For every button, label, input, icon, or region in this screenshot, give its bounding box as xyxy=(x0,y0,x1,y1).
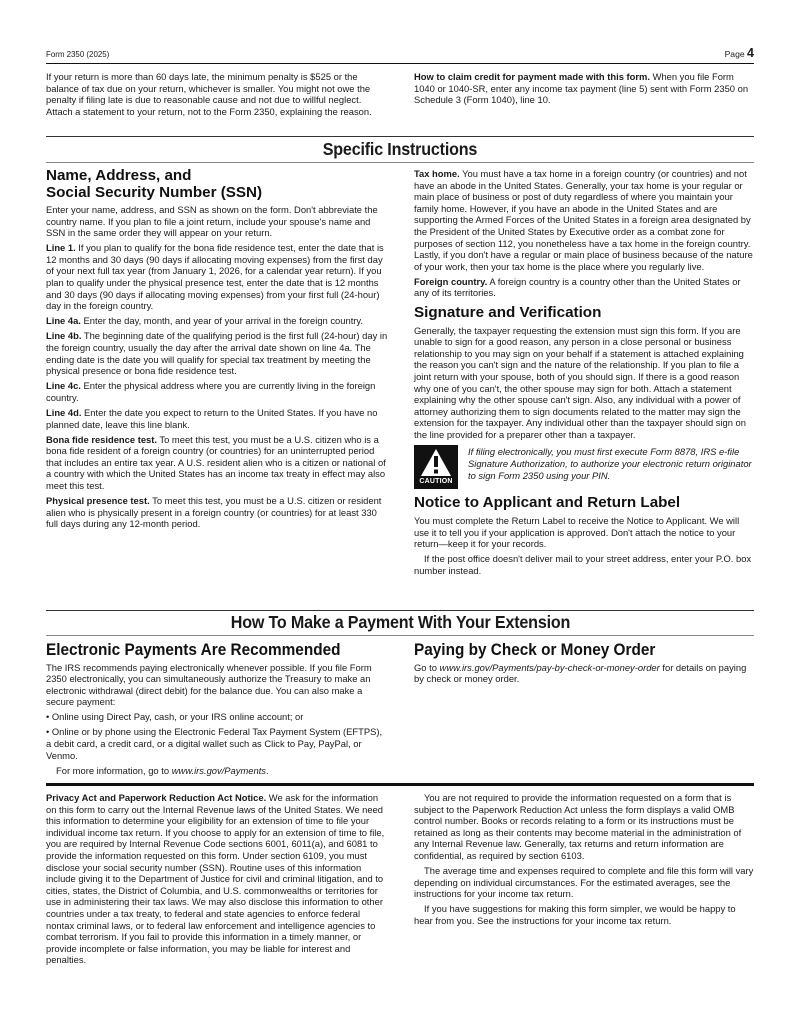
line4d-paragraph xyxy=(46,407,388,430)
line4d-text: Enter the date you expect to return to the United States. If you have no planned date, leave this line blank. xyxy=(46,407,378,430)
page-label: Page xyxy=(724,49,745,59)
more-info-prefix: For more information, go to xyxy=(56,764,172,776)
name-address-heading xyxy=(46,168,388,201)
name-address-heading-line2: Social Security Number (SSN) xyxy=(46,183,263,201)
claim-credit-paragraph xyxy=(414,71,754,106)
line1-paragraph xyxy=(46,242,388,312)
tax-home-paragraph xyxy=(414,168,754,272)
tax-home-text: You must have a tax home in a foreign country (or countries) and not have an abode in the United States. Generally, your tax home is your regular or main place of business or post of duty regardless of where you maintain your family home. However, if you have an abode in the United States and are supporting the Armed Forces of the United States in a foreign area designated by the President of the United States by Executive order as a combat zone for purposes of section 112, you nonetheless have a tax home in the foreign country. Lastly, if you don't have a regular or main place of business because of the nature of your work, then your tax home is the place where you regularly live. xyxy=(414,168,753,272)
name-address-text: Enter your name, address, and SSN as shown on the form. Don't abbreviate the country name. If you plan to file a joint return, include your spouse's name and SSN in the same order they will appear on your return. xyxy=(46,204,378,239)
bona-fide-text: To meet this test, you must be a U.S. citizen who is a bona fide resident of a foreign country (or countries) for an uninterrupted period that includes an entire tax year. A U.S. resident alien who is a citizen or national of a country with which the United States has an income tax treaty in effect may also meet this test. xyxy=(46,433,386,492)
intro-right xyxy=(414,71,754,109)
payment-option: • Online or by phone using the Electronic Federal Tax Payment System (EFTPS), a debit card, a credit card, or a digital wallet such as Click to Pay, PayPal, or Venmo. xyxy=(46,726,383,761)
specific-instructions-right xyxy=(414,168,754,580)
line4a-lead: Line 4a. xyxy=(46,315,81,327)
line4b-lead: Line 4b. xyxy=(46,330,82,342)
payment-title-bar xyxy=(46,610,754,636)
specific-instructions-title: Specific Instructions xyxy=(322,139,478,159)
more-info-paragraph xyxy=(46,765,388,777)
name-address-heading-line1: Name, Address, and xyxy=(46,167,192,184)
physical-presence-text: To meet this test, you must be a U.S. citizen or resident alien who is physically present in a foreign country (or countries) for at least 330 full days during any 12-month period. xyxy=(46,495,382,530)
line4b-text: The beginning date of the qualifying period is the first full (24-hour) day in the foreign country, usually the day after the arrival date shown on line 4a. The ending date is the date you will qualify for special tax treatment by meeting the physical presence or bona fide residence test. xyxy=(46,330,388,377)
electronic-payments-heading: Electronic Payments Are Recommended xyxy=(46,641,341,659)
line4c-lead: Line 4c. xyxy=(46,380,81,392)
privacy-left xyxy=(46,792,388,969)
line4d-lead: Line 4d. xyxy=(46,407,82,418)
bona-fide-lead: Bona fide residence test. xyxy=(46,433,157,445)
caution-box xyxy=(414,445,754,489)
electronic-payments-text: The IRS recommends paying electronically whenever possible. If you file Form 2350 electronically, you can simultaneously authorize the Treasury to make an electronic withdrawal (direct debit) for the balance due. You can also make a secure payment: xyxy=(46,661,372,708)
foreign-country-paragraph xyxy=(414,276,754,299)
line4a-paragraph xyxy=(46,315,388,327)
payment-options-list xyxy=(46,711,388,761)
payment-title: How To Make a Payment With Your Extension xyxy=(230,612,570,632)
caution-icon xyxy=(414,445,458,489)
line4a-text: Enter the day, month, and year of your arrival in the foreign country. xyxy=(80,315,364,327)
penalty-paragraph: If your return is more than 60 days late, the minimum penalty is $525 or the balance of tax due on your return, whichever is smaller. You might not owe the penalty if filing late is due to reasonable cause and not due to willful neglect. Attach a statement to your return, not to the Form 2350, explaining the reason. xyxy=(46,71,372,117)
check-suffix: for details on paying by check or money order. xyxy=(414,661,747,685)
notice-text-1: You must complete the Return Label to receive the Notice to Applicant. We will use it to tell you if your application is approved. Don't attach the notice to your return—keep it for your records. xyxy=(414,514,740,550)
specific-instructions-title-bar xyxy=(46,136,754,163)
page-header xyxy=(46,46,754,64)
bona-fide-paragraph xyxy=(46,434,388,492)
omb-paragraph: You are not required to provide the information requested on a form that is subject to the Paperwork Reduction Act unless the form displays a valid OMB control number. Books or records relating to a form or its instructions must be retained as long as their contents may become material in the administration of any Internal Revenue law. Generally, tax returns and return information are confidential, as required by section 6103. xyxy=(414,792,742,861)
line4b-paragraph xyxy=(46,330,388,376)
warning-triangle-icon xyxy=(420,448,452,478)
caution-text: If filing electronically, you must first execute Form 8878, IRS e-file Signature Authorization, to authorize your electronic return originator to sign Form 2350 using your PIN. xyxy=(468,446,752,481)
tax-home-lead: Tax home. xyxy=(414,168,460,179)
suggestions-paragraph: If you have suggestions for making this form simpler, we would be happy to hear from you. See the instructions for your income tax return. xyxy=(414,903,736,926)
electronic-payments-section xyxy=(46,642,388,780)
privacy-lead: Privacy Act and Paperwork Reduction Act Notice. xyxy=(46,792,267,803)
check-payment-section xyxy=(414,642,754,688)
line1-lead: Line 1. xyxy=(46,242,76,254)
privacy-divider xyxy=(46,783,754,786)
line1-text: If you plan to qualify for the bona fide residence test, enter the date that is 12 months and 30 days (90 days if allocating moving expenses) from the first day of your next full tax year (from January 1, 2026, for a calendar year return). If you plan to qualify under the physical presence test, enter the date that is 12 months and 30 days (90 days if allocating moving expenses) from your first full (24-hour) day in the foreign country. xyxy=(46,242,384,312)
line4c-text: Enter the physical address where you are currently living in the foreign country. xyxy=(46,380,376,403)
claim-credit-lead: How to claim credit for payment made with this form. xyxy=(414,71,650,82)
page-number xyxy=(725,46,754,60)
burden-paragraph: The average time and expenses required to complete and file this form will vary depending on individual circumstances. For the estimated averages, see the instructions for your income tax return. xyxy=(414,865,754,900)
caution-label: CAUTION xyxy=(419,477,453,485)
intro-left xyxy=(46,71,388,121)
notice-text-2: If the post office doesn't deliver mail to your street address, enter your P.O. box number instead. xyxy=(414,553,752,576)
check-prefix: Go to xyxy=(414,661,440,673)
signature-heading: Signature and Verification xyxy=(414,304,602,322)
page-number-value: 4 xyxy=(747,46,754,60)
more-info-suffix: . xyxy=(266,764,269,776)
privacy-text: We ask for the information on this form to carry out the Internal Revenue laws of the United States. We need this information to determine your eligibility for an extension of time to file your individual income tax return. If you choose to apply for an extension of time to file, you are required by Internal Revenue Code sections 6001, 6011(a), and 6081 to provide the information requested on this form. Under section 6109, you must disclose your social security number (SSN). Routine uses of this information include giving it to the Department of Justice for civil and criminal litigation, and to cities, states, the District of Columbia, and U.S. commonwealths or territories for use in administering their tax laws. We may also disclose this information to other countries under a tax treaty, to federal and state agencies to enforce federal nontax criminal laws, or to federal law enforcement and intelligence agencies to combat terrorism. If you fail to provide this information in a timely manner, or provide incomplete or false information, you may be liable for interest and penalties. xyxy=(46,792,385,966)
form-identifier: Form 2350 (2025) xyxy=(46,49,110,59)
physical-presence-paragraph xyxy=(46,495,388,530)
notice-heading: Notice to Applicant and Return Label xyxy=(414,494,681,512)
foreign-country-text: A foreign country is a country other than the United States or any of its territories. xyxy=(414,275,741,299)
signature-text: Generally, the taxpayer requesting the extension must sign this form. If you are unable to sign for a good reason, any person in a close personal or business relationship to you may sign on your behalf if a statement is attached explaining the reason you can't sign and the nature of the relationship. If you plan to file a joint return with your spouse, both of you should sign. If there is a good reason why one of you can't, the other spouse may sign for both. Attach a statement explaining why the other spouse can't sign. Also, any individual with a power of attorney authorizing them to sign documents related to the matter may sign the extension for the taxpayer. Any individual other than the taxpayer should sign on the line provided for a preparer other than a taxpayer. xyxy=(414,324,746,440)
check-payment-text xyxy=(414,662,754,685)
specific-instructions-left xyxy=(46,168,388,533)
check-payment-link[interactable]: www.irs.gov/Payments/pay-by-check-or-money-order xyxy=(439,661,660,673)
check-payment-heading: Paying by Check or Money Order xyxy=(414,641,656,659)
privacy-paragraph xyxy=(46,792,388,966)
privacy-right xyxy=(414,792,754,930)
physical-presence-lead: Physical presence test. xyxy=(46,495,150,507)
foreign-country-lead: Foreign country. xyxy=(414,275,488,287)
claim-credit-text: When you file Form 1040 or 1040-SR, enter any income tax payment (line 5) sent with Form 2350 on Schedule 3 (Form 1040), line 10. xyxy=(414,71,749,106)
line4c-paragraph xyxy=(46,380,388,403)
payment-option: • Online using Direct Pay, cash, or your IRS online account; or xyxy=(46,711,304,723)
payments-link[interactable]: www.irs.gov/Payments xyxy=(171,764,266,776)
